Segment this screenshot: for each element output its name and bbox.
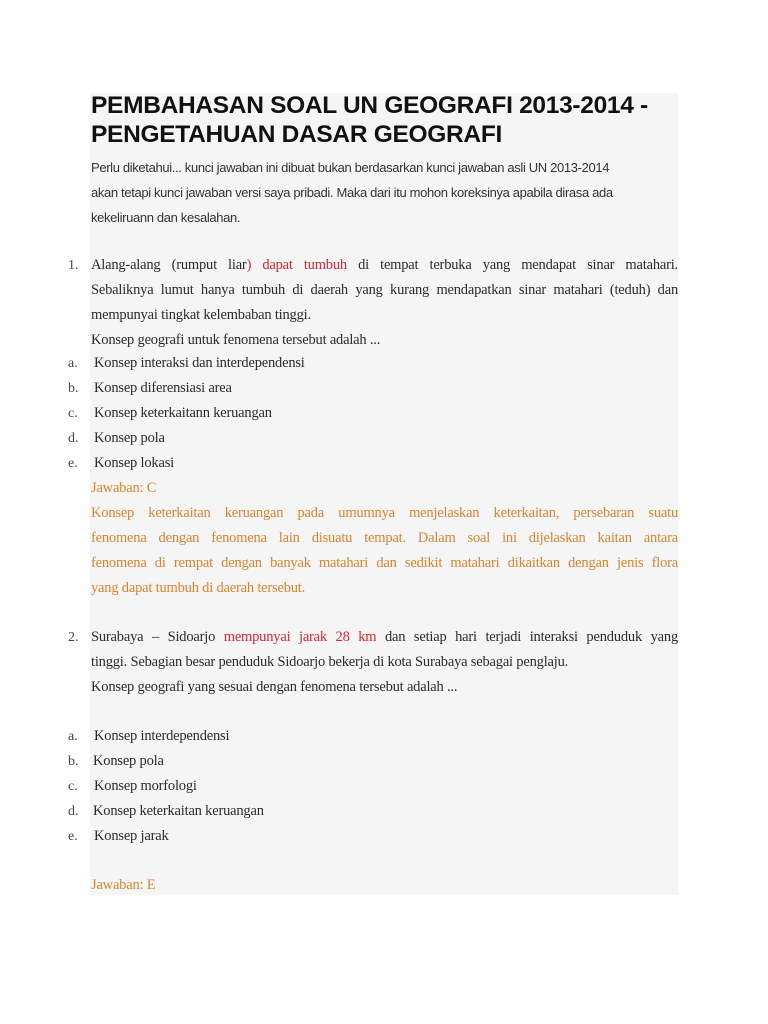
- page-title: PEMBAHASAN SOAL UN GEOGRAFI 2013-2014 -: [91, 92, 648, 119]
- question-prompt: Konsep geografi untuk fenomena tersebut adalah ...: [91, 332, 381, 348]
- option-letter: a.: [68, 729, 78, 744]
- highlight-text: ) dapat tumbuh: [246, 257, 347, 273]
- intro-text: akan tetapi kunci jawaban versi saya pribadi. Maka dari itu mohon koreksinya apabila dirasa ada: [91, 185, 613, 200]
- question-text: mempunyai tingkat kelembaban tinggi.: [91, 307, 311, 323]
- option-letter: e.: [68, 456, 78, 471]
- intro-text: Perlu diketahui... kunci jawaban ini dibuat bukan berdasarkan kunci jawaban asli UN 2013-2014: [91, 160, 610, 175]
- option-letter: b.: [68, 754, 79, 769]
- option-letter: c.: [68, 779, 78, 794]
- question-text: Surabaya – Sidoarjo mempunyai jarak 28 km dan setiap hari terjadi interaksi penduduk yang: [91, 629, 678, 645]
- option-text: Konsep keterkaitan keruangan: [93, 803, 264, 819]
- highlight-text: mempunyai jarak 28 km: [223, 629, 377, 645]
- question-text: tinggi. Sebagian besar penduduk Sidoarjo bekerja di kota Surabaya sebagai penglaju.: [91, 654, 569, 670]
- option-letter: d.: [68, 804, 79, 819]
- option-text: Konsep interdependensi: [94, 728, 230, 744]
- option-text: Konsep pola: [94, 430, 165, 446]
- page-title-line2: PENGETAHUAN DASAR GEOGRAFI: [91, 121, 502, 148]
- explanation-text: Konsep keterkaitan keruangan pada umumnya menjelaskan keterkaitan, persebaran suatu: [91, 505, 678, 521]
- option-text: Konsep jarak: [94, 828, 169, 844]
- question-number: 1.: [68, 258, 79, 273]
- question-prompt: Konsep geografi yang sesuai dengan fenomena tersebut adalah ...: [91, 679, 458, 695]
- option-letter: a.: [68, 356, 78, 371]
- option-text: Konsep morfologi: [94, 778, 197, 794]
- option-letter: c.: [68, 406, 78, 421]
- answer-label: Jawaban: C: [91, 480, 157, 496]
- question-text: Sebaliknya lumut hanya tumbuh di daerah yang kurang mendapatkan sinar matahari (teduh) dan: [91, 282, 678, 298]
- option-letter: d.: [68, 431, 79, 446]
- option-text: Konsep lokasi: [94, 455, 174, 471]
- option-text: Konsep keterkaitann keruangan: [94, 405, 272, 421]
- question-text: Alang-alang (rumput liar) dapat tumbuh di tempat terbuka yang mendapat sinar matahari.: [91, 257, 678, 273]
- option-text: Konsep diferensiasi area: [94, 380, 232, 396]
- option-letter: e.: [68, 829, 78, 844]
- explanation-text: fenomena dengan fenomena lain disuatu tempat. Dalam soal ini dijelaskan kaitan antara: [91, 530, 678, 546]
- intro-text: kekeliruann dan kesalahan.: [91, 210, 241, 225]
- answer-label: Jawaban: E: [91, 877, 156, 893]
- explanation-text: fenomena di rempat dengan banyak matahari dan sedikit matahari dikaitkan dengan jenis flora: [91, 555, 678, 571]
- option-text: Konsep pola: [93, 753, 164, 769]
- option-text: Konsep interaksi dan interdependensi: [94, 355, 305, 371]
- explanation-text: yang dapat tumbuh di daerah tersebut.: [91, 580, 306, 596]
- question-number: 2.: [68, 630, 79, 645]
- option-letter: b.: [68, 381, 79, 396]
